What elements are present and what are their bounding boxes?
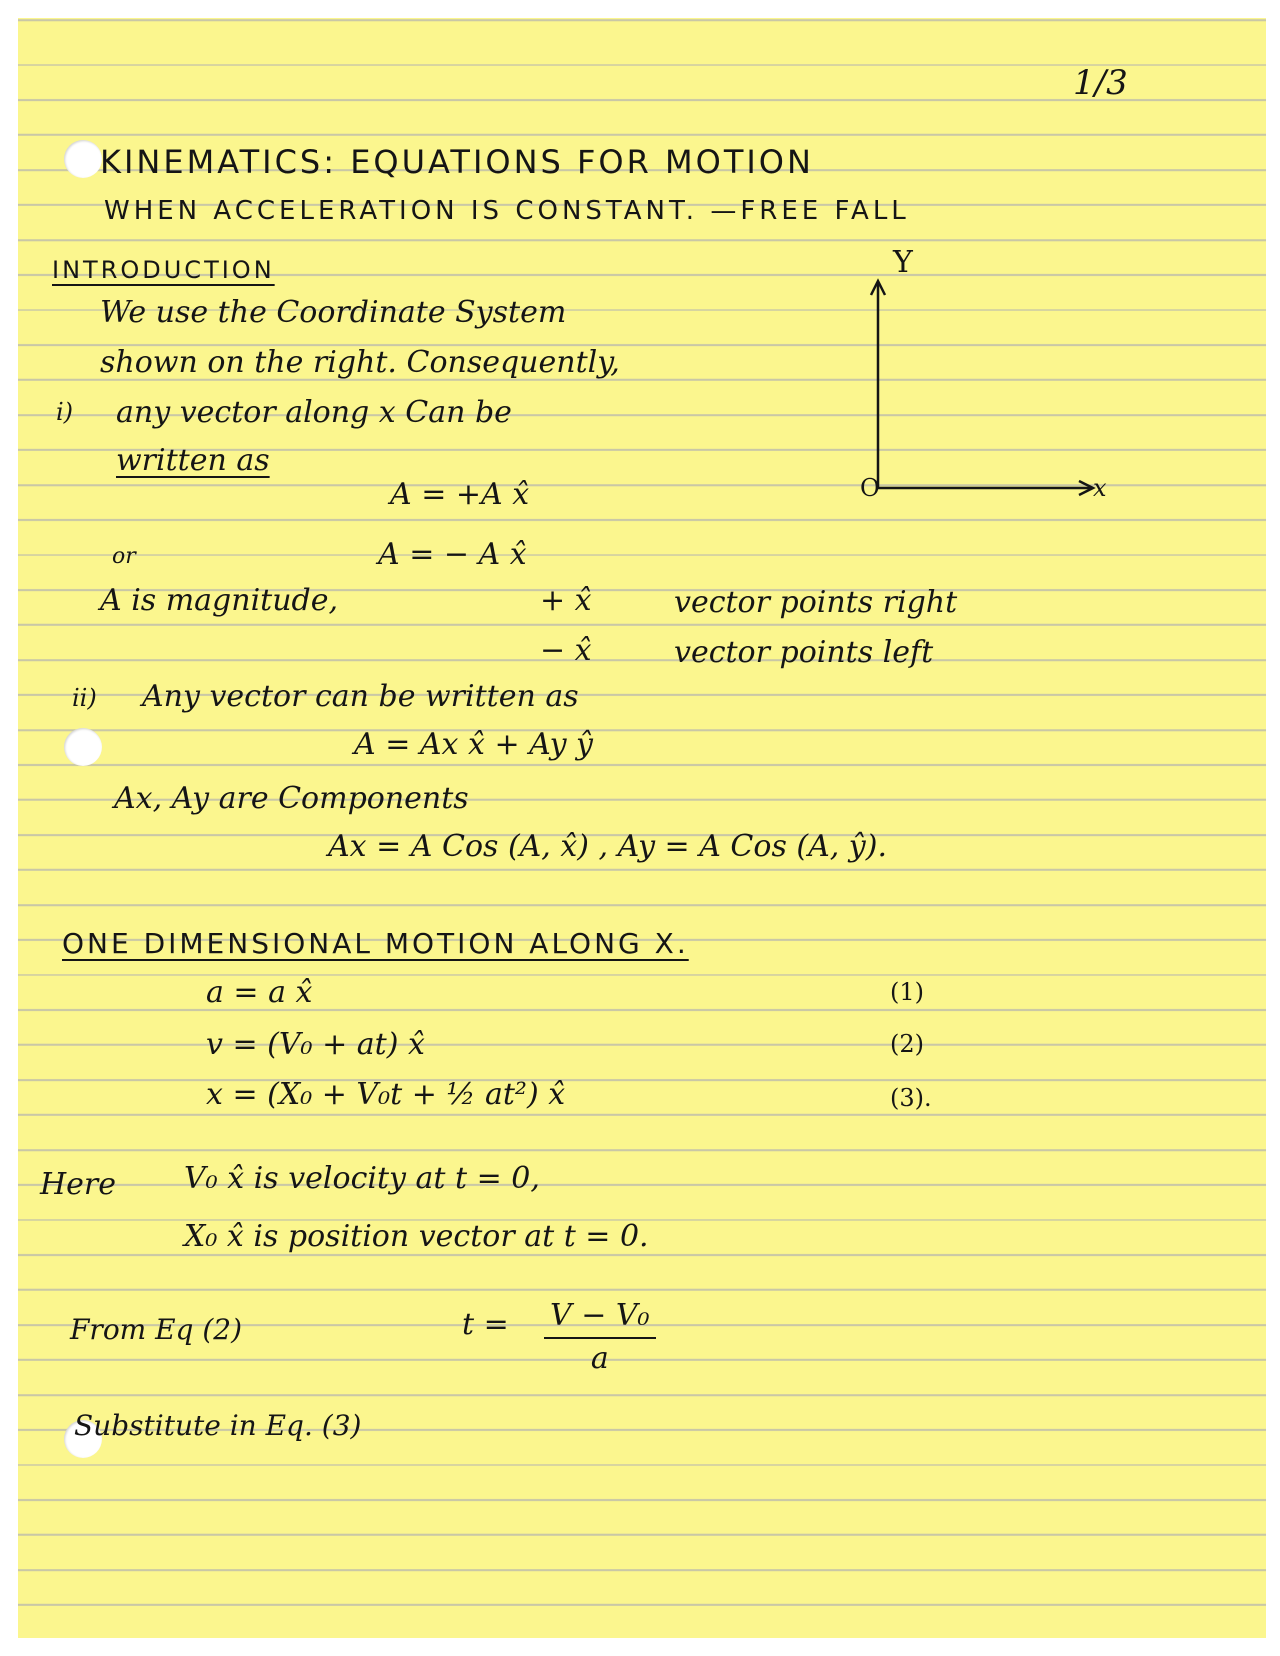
item-i-marker: i) [56,398,74,426]
from-eq-label: From Eq (2) [70,1313,243,1346]
binder-hole-middle [64,728,102,766]
equation-position: x = (X₀ + V₀t + ½ at²) x̂ [206,1077,566,1112]
introduction-heading: INTRODUCTION [52,256,275,284]
intro-line-1: We use the Coordinate System [100,295,567,330]
or-label: or [112,544,136,569]
plus-xhat: + x̂ [540,583,592,618]
minus-xhat-description: vector points left [674,635,934,670]
equation-acceleration: a = a x̂ [206,975,313,1010]
magnitude-text: A is magnitude, [100,583,339,618]
here-line-2: X₀ x̂ is position vector at t = 0. [184,1219,649,1254]
equation-A-minus: A = − A x̂ [378,537,527,572]
equation-number-3: (3). [890,1084,932,1112]
any-vector-text: Any vector can be written as [142,679,579,714]
binder-hole-top [64,140,102,178]
plus-xhat-description: vector points right [674,585,958,620]
intro-line-2: shown on the right. Consequently, [100,345,620,380]
here-line-1: V₀ x̂ is velocity at t = 0, [184,1161,540,1196]
intro-line-3: any vector along x Can be [116,395,512,430]
t-equals: t = [462,1307,509,1342]
x-axis-label: x [1093,474,1107,502]
t-fraction [544,1298,656,1376]
equation-number-2: (2) [890,1030,924,1058]
equation-A-plus: A = +A x̂ [390,477,530,512]
y-axis-label: Y [893,245,913,280]
title-line-2: WHEN ACCELERATION IS CONSTANT. —FREE FALL [104,196,910,226]
equation-components: A = Ax x̂ + Ay ŷ [354,727,594,762]
substitute-text: Substitute in Eq. (3) [74,1409,362,1442]
equation-direction-cosines: Ax = A Cos (A, x̂) , Ay = A Cos (A, ŷ). [328,829,887,864]
one-dimensional-heading: ONE DIMENSIONAL MOTION ALONG X. [62,927,689,960]
t-fraction-denominator: a [590,1341,609,1376]
title-line-1: KINEMATICS: EQUATIONS FOR MOTION [100,143,814,181]
equation-number-1: (1) [890,978,924,1006]
intro-line-4: written as [116,443,270,478]
notebook-page [18,18,1266,1638]
coordinate-axes-diagram [868,273,1228,533]
t-fraction-numerator: V − V₀ [544,1298,656,1339]
minus-xhat: − x̂ [540,633,592,668]
equation-velocity: v = (V₀ + at) x̂ [206,1027,425,1062]
here-label: Here [40,1167,117,1202]
components-text: Ax, Ay are Components [114,781,469,816]
origin-label: O [860,474,880,502]
page-number: 1/3 [1073,63,1128,103]
item-ii-marker: ii) [72,684,97,712]
